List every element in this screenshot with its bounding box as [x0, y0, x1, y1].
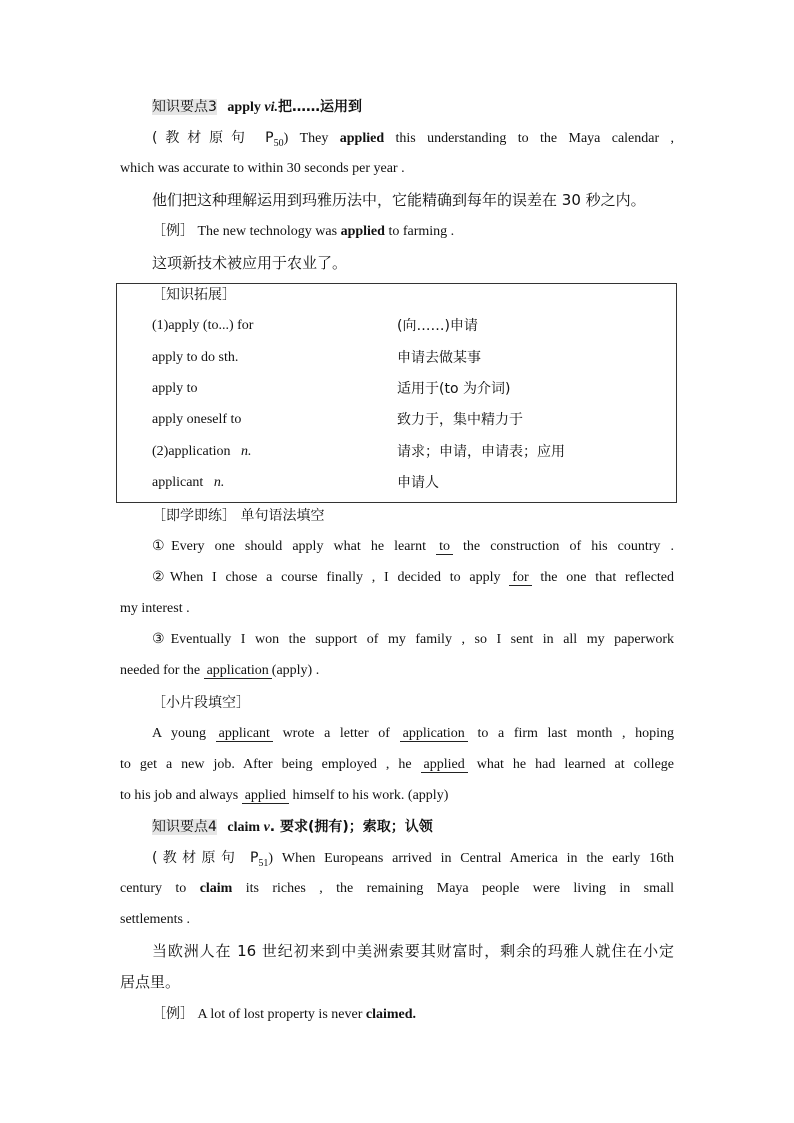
- kp4-source-line1: (教材原句 $P_{51}$) When Europeans arrived in Central America in the early 16th: [152, 850, 674, 869]
- kp3-example: ［例］ The new technology was applied to farming .: [152, 223, 455, 239]
- answer-blank: to: [436, 539, 453, 555]
- kp4-meaning: . 要求(拥有)；索取；认领: [269, 819, 433, 835]
- kp3-source-line2: which was accurate to within 30 seconds per year .: [120, 161, 405, 176]
- practice-title: ［即学即练］ 单句语法填空: [152, 508, 325, 524]
- paragraph-line2: to get a new job. After being employed , he applied what he had learned at college: [120, 757, 675, 772]
- kp3-meaning: 把……运用到: [278, 99, 362, 115]
- kp3-heading: [152, 98, 674, 117]
- kp3-source-line1: (教材原句 $P_{50}$) They applied this understanding to the Maya calendar ,: [152, 130, 675, 149]
- answer-blank: applied: [421, 757, 468, 773]
- kp4-label: 知识要点4: [152, 819, 217, 835]
- kp3-pos: vi.: [264, 100, 278, 115]
- paragraph-title: ［小片段填空］: [152, 695, 250, 711]
- practice-q3: ③Eventually I won the support of my family , so I sent in all my paperwork: [152, 632, 674, 647]
- kp3-word: apply: [227, 100, 261, 115]
- kp4-example: ［例］ A lot of lost property is never claimed.: [152, 1006, 417, 1022]
- kp3-label: 知识要点3: [152, 99, 217, 115]
- paragraph-line3: to his job and always applied himself to his work. (apply): [120, 788, 449, 803]
- paragraph-line1: A young applicant wrote a letter of application to a firm last month , hoping: [152, 726, 675, 741]
- kp4-translation-line1: 当欧洲人在 16 世纪初来到中美洲索要其财富时，剩余的玛雅人就住在小定: [152, 942, 674, 960]
- practice-q2: ②When I chose a course finally , I decided to apply for the one that reflected: [152, 570, 675, 585]
- kp4-pos: v: [263, 820, 270, 835]
- kp4-word: claim: [227, 820, 261, 835]
- kp3-example-translation: 这项新技术被应用于农业了。: [152, 254, 348, 272]
- kp4-source-line3: settlements .: [120, 912, 190, 927]
- answer-blank: application: [400, 726, 468, 742]
- kp4-heading: [152, 818, 674, 837]
- practice-q2-line2: my interest .: [120, 601, 190, 616]
- practice-q3-line2: needed for the application (apply) .: [120, 663, 320, 678]
- practice-q1: ①Every one should apply what he learnt to the construction of his country .: [152, 539, 674, 554]
- answer-blank: for: [509, 570, 531, 586]
- kp4-source-line2: century to claim its riches , the remaining Maya people were living in small: [120, 881, 675, 896]
- answer-blank: applicant: [216, 726, 273, 742]
- kp3-source-translation: 他们把这种理解运用到玛雅历法中，它能精确到每年的误差在 30 秒之内。: [152, 191, 646, 209]
- document-page: 知识要点3 apply vi.把……运用到 (教材原句 $P_{50}$) They applied this understanding to the Maya calendar , which was accurate to within 30 seconds per year . 他们把这种理解运用到玛雅历法中，它能精确到每年的误差在 30 秒之内。 ［例］ The new technology was applied to farming . 这项新技术被应用于农业了。 ［知识拓展］ (1)apply (to...) for (向……)申请 apply to do sth. 申请去做某事 apply to 适用于(to 为介词) apply oneself to 致力于，集中精力于 (2)application n. 请求；申请，申请表；应用 applicant n. 申请人 ［即学即练］ 单句语法填空 ①Every one should apply what he learnt to the construction of his country . ②When I chose a course finally , I decided to apply for the one that reflected my interest . ③Eventually I won the support of my family , so I sent in all my paperwork needed for the application (apply) . ［小片段填空］ A young applicant wrote a letter of application to a firm last month , hoping to get a new job. After being employed , he applied what he had learned at college to his job and always applied himself to his work. (apply) 知识要点4 claim v. 要求(拥有)；索取；认领 (教材原句 $P_{51}$) When Europeans arrived in Central America in the early 16th century to claim its riches , the remaining Maya people were living in small settlements . 当欧洲人在 16 世纪初来到中美洲索要其财富时，剩余的玛雅人就住在小定 居点里。 ［例］ A lot of lost property is never claimed.: [0, 0, 794, 1123]
- answer-blank: application: [204, 663, 272, 679]
- kp4-translation-line2: 居点里。: [120, 973, 181, 991]
- answer-blank: applied: [242, 788, 289, 804]
- extension-title: ［知识拓展］: [152, 287, 236, 303]
